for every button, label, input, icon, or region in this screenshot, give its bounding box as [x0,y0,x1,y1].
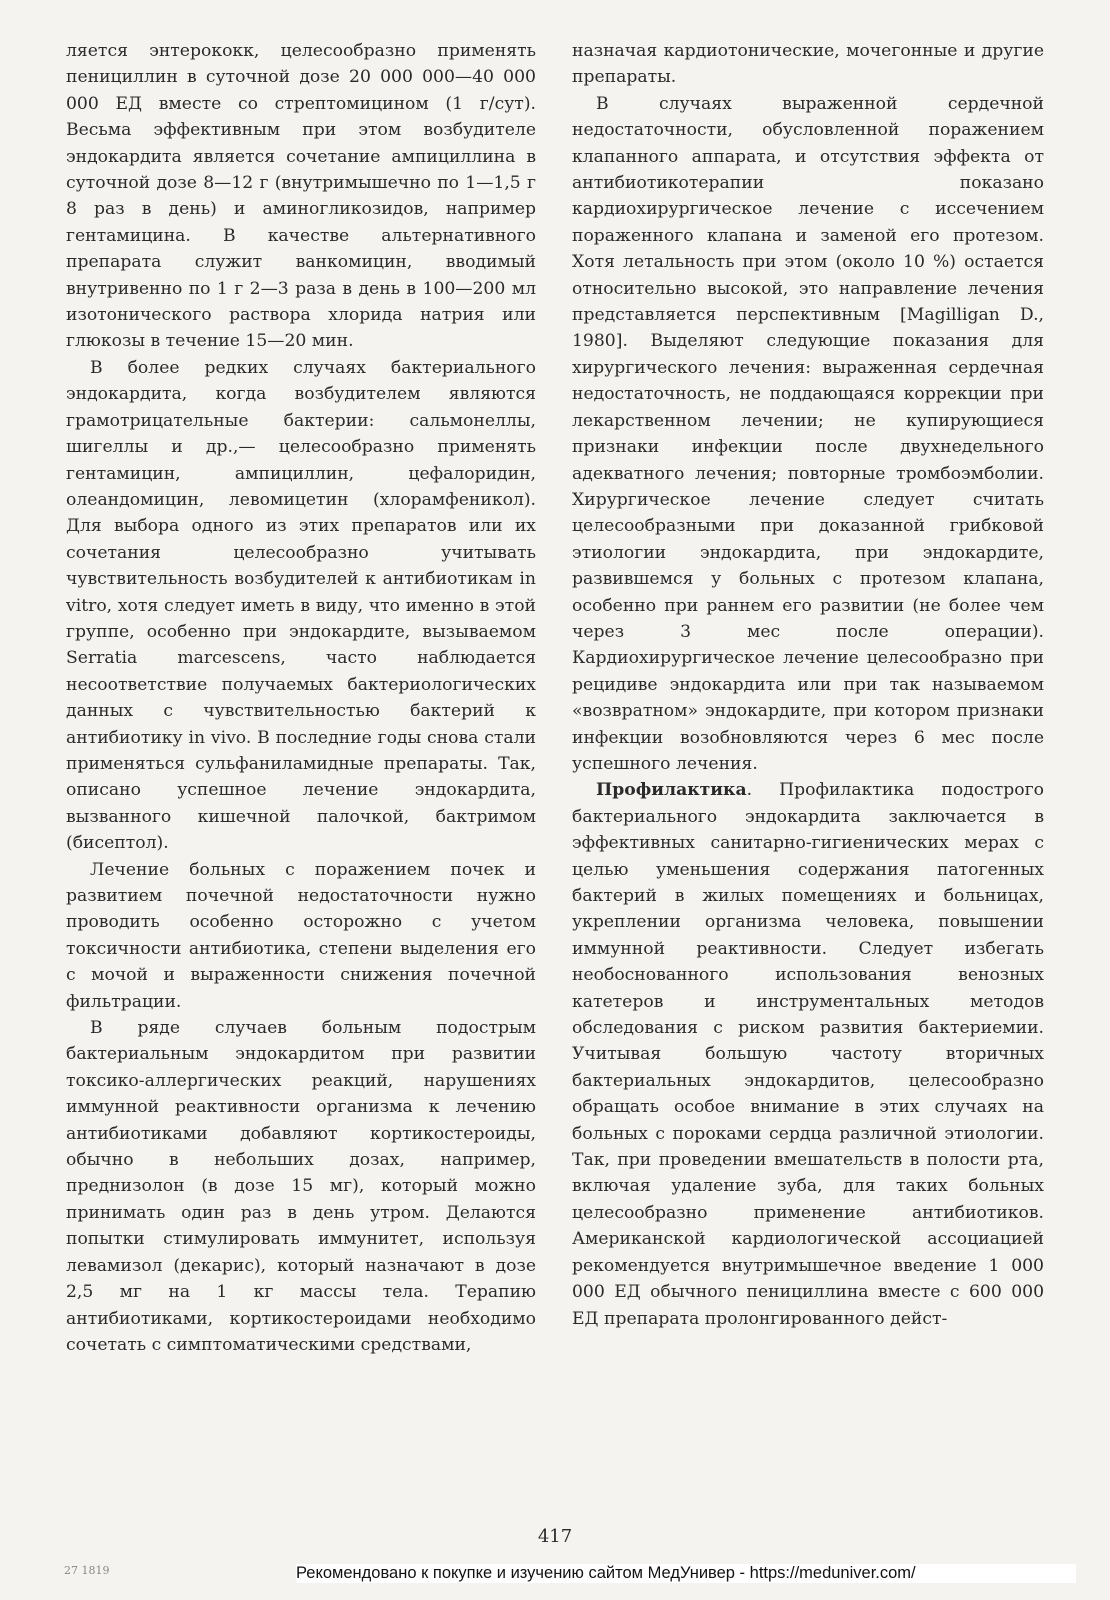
right-column [572,38,1044,1332]
paragraph-prophylaxis [572,777,1044,1332]
paragraph: В случаях выраженной сердечной недостаточности, обусловленной поражением клапанного аппарата, и отсутствия эффекта от антибиотикотерапии показано кардиохирургическое лечение с иссечением пораженного клапана и заменой его протезом. Хотя летальность при этом (около 10 %) остается относительно высокой, это направление лечения представляется перспективным [Magilligan D., 1980]. Выделяют следующие показания для хирургического лечения: выраженная сердечная недостаточность, не поддающаяся коррекции при лекарственном лечении; не купирующиеся признаки инфекции после двухнедельного адекватного лечения; повторные тромбоэмболии. Хирургическое лечение следует считать целесообразными при доказанной грибковой этиологии эндокардита, при эндокардите, развившемся у больных с протезом клапана, особенно при раннем его развитии (не более чем через 3 мес после операции). Кардиохирургическое лечение целесообразно при рецидиве эндокардита или при так называемом «возвратном» эндокардите, при котором признаки инфекции возобновляются через 6 мес после успешного лечения. [572,93,1044,774]
paragraph: назначая кардиотонические, мочегонные и другие препараты. [572,41,1044,88]
paragraph-text: . Профилактика подострого бактериального эндокардита заключается в эффективных санитарно-гигиенических мерах с целью уменьшения содержания патогенных бактерий в жилых помещениях и больницах, укреплении организма человека, повышении иммунной реактивности. Следует избегать необоснованного использования венозных катетеров и инструментальных методов обследования с риском развития бактериемии. Учитывая большую частоту вторичных бактериальных эндокардитов, целесообразно обращать особое внимание в этих случаях на больных с пороками сердца различной этиологии. Так, при проведении вмешательств в полости рта, включая удаление зуба, для таких больных целесообразно применение антибиотиков. Американской кардиологической ассоциацией рекомендуется внутримышечное введение 1 000 000 ЕД обычного пенициллина вместе с 600 000 ЕД препарата пролонгированного дейст- [572,780,1044,1329]
footer-watermark: Рекомендовано к покупке и изучению сайтом МедУнивер - https://meduniver.com/ [296,1564,1076,1583]
left-column [66,38,536,1358]
section-heading: Профилактика [596,780,747,801]
paragraph: В ряде случаев больным подострым бактериальным эндокардитом при развитии токсико-аллергических реакций, нарушениях иммунной реактивности организма к лечению антибиотиками добавляют кортикостероиды, обычно в небольших дозах, например, преднизолон (в дозе 15 мг), который можно принимать один раз в день утром. Делаются попытки стимулировать иммунитет, используя левамизол (декарис), который назначают в дозе 2,5 мг на 1 кг массы тела. Терапию антибиотиками, кортикостероидами необходимо сочетать с симптоматическими средствами, [66,1018,536,1355]
printer-signature: 27 1819 [64,1564,110,1577]
paragraph: В более редких случаях бактериального эндокардита, когда возбудителем являются грамотрицательные бактерии: сальмонеллы, шигеллы и др.,— целесообразно применять гентамицин, ампициллин, цефалоридин, олеандомицин, левомицетин (хлорамфеникол). Для выбора одного из этих препаратов или их сочетания целесообразно учитывать чувствительность возбудителей к антибиотикам in vitro, хотя следует иметь в виду, что именно в этой группе, особенно при эндокардите, вызываемом Serratia marcescens, часто наблюдается несоответствие получаемых бактериологических данных с чувствительностью бактерий к антибиотику in vivo. В последние годы снова стали применяться сульфаниламидные препараты. Так, описано успешное лечение эндокардита, вызванного кишечной палочкой, бактримом (бисептол). [66,357,536,854]
page-number: 417 [537,1526,573,1547]
paragraph: Лечение больных с поражением почек и развитием почечной недостаточности нужно проводить особенно осторожно с учетом токсичности антибиотика, степени выделения его с мочой и выраженности снижения почечной фильтрации. [66,859,536,1012]
paragraph: ляется энтерококк, целесообразно применять пенициллин в суточной дозе 20 000 000—40 000 000 ЕД вместе со стрептомицином (1 г/сут). Весьма эффективным при этом возбудителе эндокардита является сочетание ампициллина в суточной дозе 8—12 г (внутримышечно по 1—1,5 г 8 раз в день) и аминогликозидов, например гентамицина. В качестве альтернативного препарата служит ванкомицин, вводимый внутривенно по 1 г 2—3 раза в день в 100—200 мл изотонического раствора хлорида натрия или глюкозы в течение 15—20 мин. [66,41,536,352]
